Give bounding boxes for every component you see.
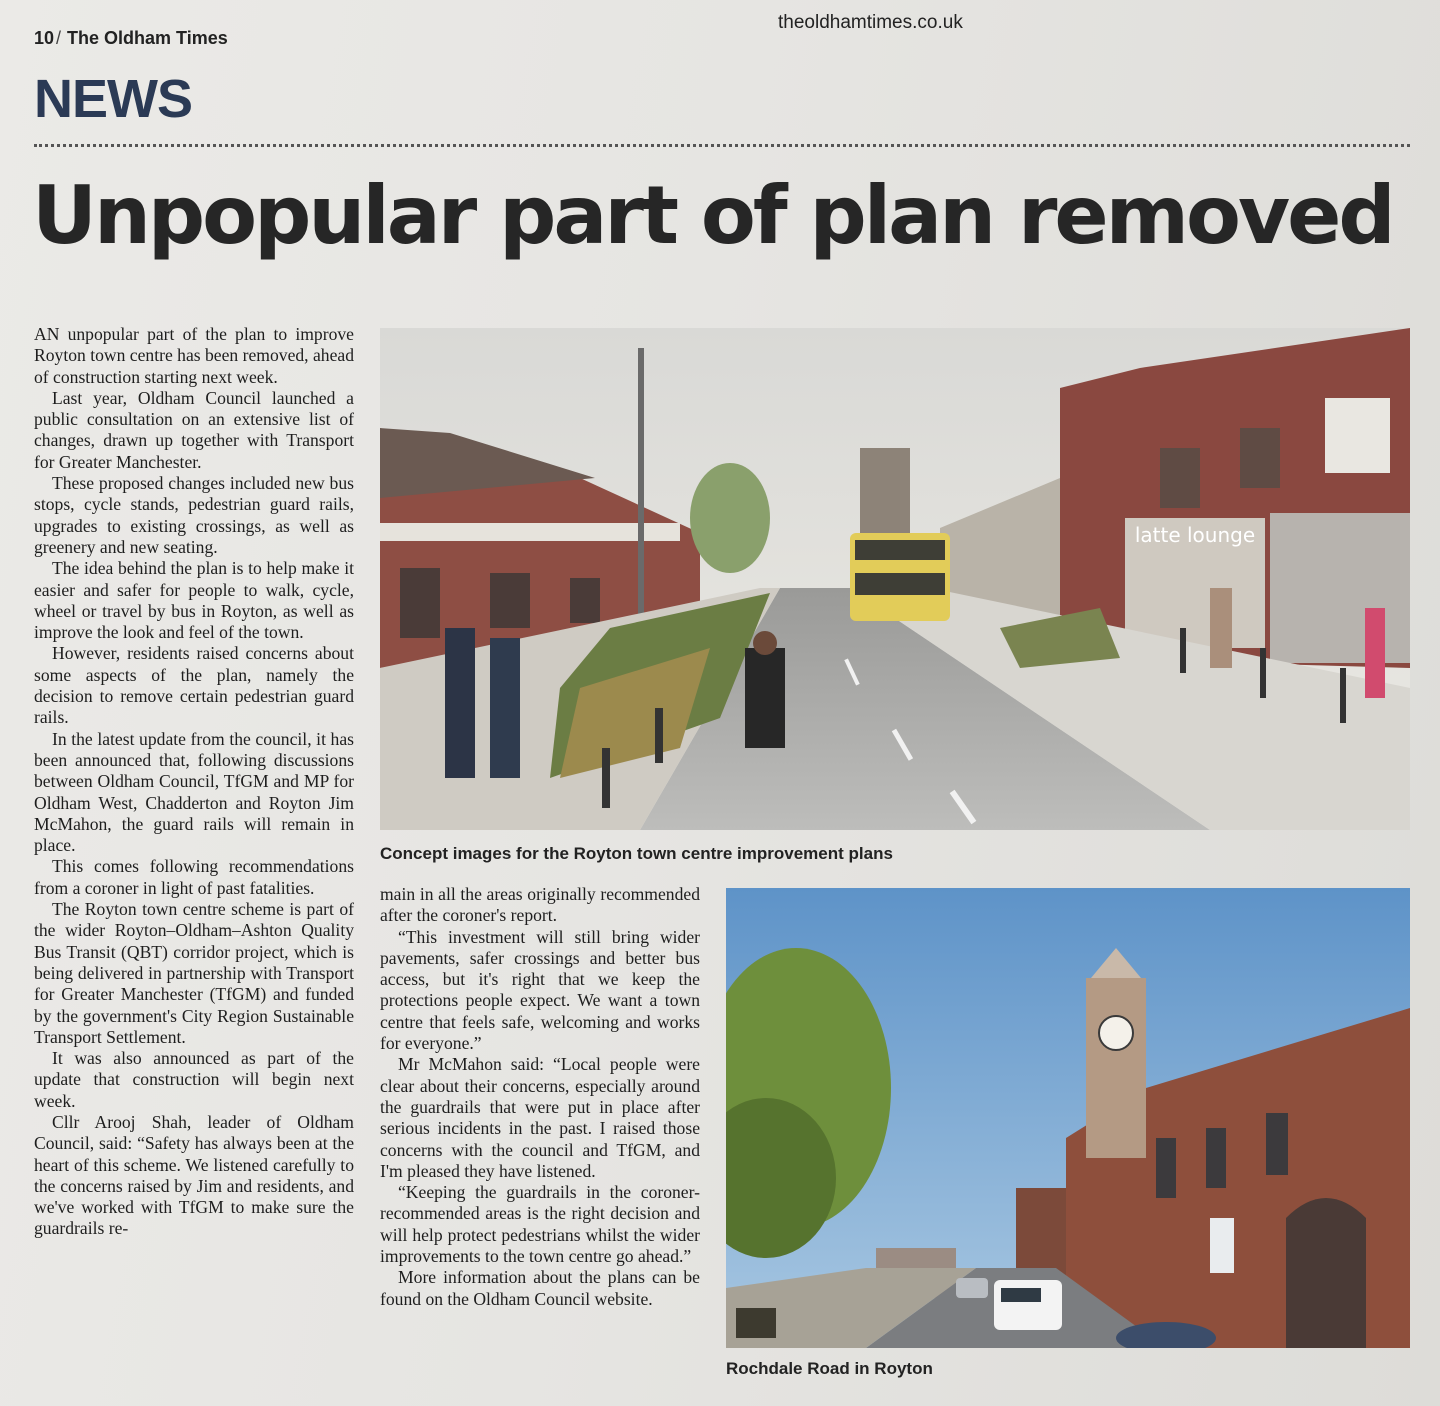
section-label: NEWS — [34, 69, 192, 129]
paragraph: However, residents raised concerns about some aspects of the plan, namely the decision to remove certain pedestrian guard rails. — [34, 643, 354, 728]
paragraph: Mr McMahon said: “Local people were clear about their concerns, especially around the guardrails that were put in place after serious incidents in the past. I raised those concerns with the council and TfGM, and I'm pleased they have listened. — [380, 1054, 700, 1181]
concept-image — [380, 328, 1410, 830]
concept-image-caption: Concept images for the Royton town centre improvement plans — [380, 844, 893, 863]
page-folio — [34, 28, 228, 49]
concept-illustration — [380, 328, 1410, 830]
paragraph: This comes following recommendations from a coroner in light of past fatalities. — [34, 856, 354, 898]
folio-separator: / — [56, 28, 62, 48]
paper-name: The Oldham Times — [67, 28, 228, 48]
paragraph: main in all the areas originally recommended after the coroner's report. — [380, 884, 700, 926]
paragraph: AN unpopular part of the plan to improve Royton town centre has been removed, ahead of construction starting next week. — [34, 324, 354, 387]
paragraph: More information about the plans can be found on the Oldham Council website. — [380, 1267, 700, 1309]
paragraph: Cllr Arooj Shah, leader of Oldham Council, said: “Safety has always been at the heart of this scheme. We listened carefully to the concerns raised by Jim and residents, and we've worked with TfGM to make sure the guardrails re- — [34, 1111, 354, 1239]
article-column-2 — [380, 884, 700, 1310]
paragraph: It was also announced as part of the update that construction will begin next week. — [34, 1048, 354, 1111]
page-number: 10 — [34, 28, 55, 48]
paper-website: theoldhamtimes.co.uk — [778, 12, 963, 33]
paragraph: The idea behind the plan is to help make it easier and safer for people to walk, cycle, wheel or travel by bus in Royton, as well as improve the look and feel of the town. — [34, 558, 354, 643]
paragraph: Last year, Oldham Council launched a public consultation on an extensive list of changes, drawn up together with Transport for Greater Manchester. — [34, 387, 354, 472]
shop-sign-text: latte lounge — [1134, 523, 1256, 547]
paragraph: The Royton town centre scheme is part of the wider Royton–Oldham–Ashton Quality Bus Transit (QBT) corridor project, which is being delivered in partnership with Transport for Greater Manchester (TfGM) and funded by the government's City Region Sustainable Transport Settlement. — [34, 899, 354, 1047]
paragraph: These proposed changes included new bus stops, cycle stands, pedestrian guard rails, upgrades to existing crossings, as well as greenery and new seating. — [34, 473, 354, 557]
street-photo-caption: Rochdale Road in Royton — [726, 1359, 933, 1378]
paragraph: In the latest update from the council, it has been announced that, following discussions between Oldham Council, TfGM and MP for Oldham West, Chadderton and Royton Jim McMahon, the guard rails will remain in place. — [34, 728, 354, 856]
paragraph: “Keeping the guardrails in the coroner-recommended areas is the right decision and will help protect pedestrians whilst the wider improvements to the town centre go ahead.” — [380, 1182, 700, 1267]
dotted-divider — [34, 144, 1410, 147]
article-column-1 — [34, 324, 354, 1240]
paragraph: “This investment will still bring wider pavements, safer crossings and better bus access, but it's right that we keep the protections people expect. We want a town centre that feels safe, welcoming and works for everyone.” — [380, 926, 700, 1054]
headline: Unpopular part of plan removed — [32, 169, 1393, 262]
rochdale-road-photo — [726, 888, 1410, 1348]
street-photo — [726, 888, 1410, 1348]
